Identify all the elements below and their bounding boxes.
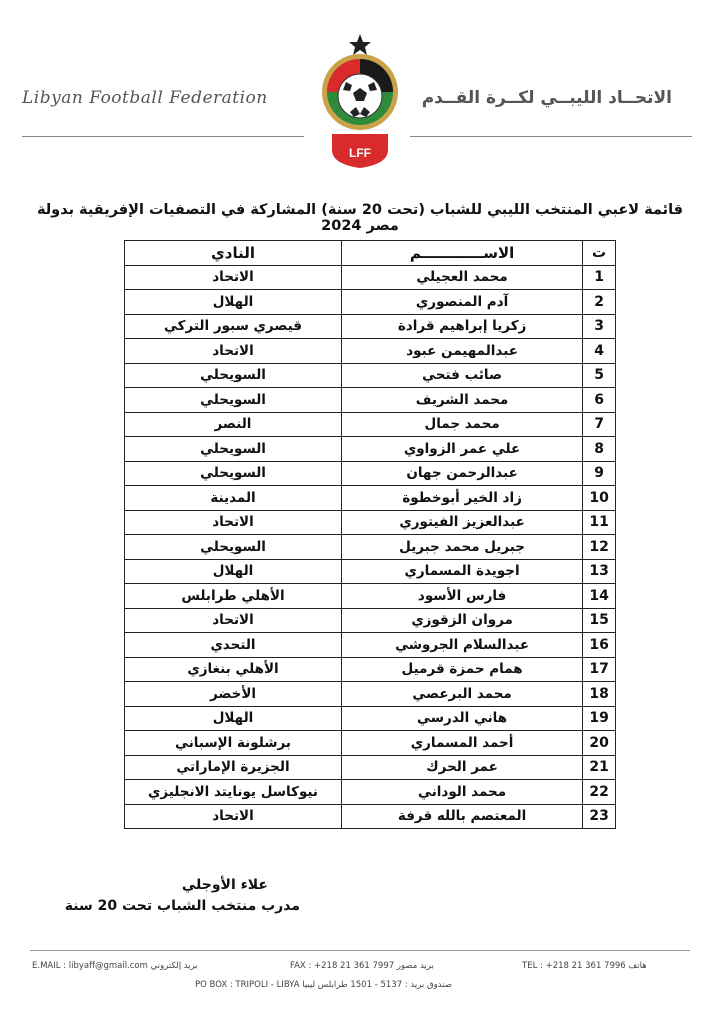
player-number: 20 bbox=[583, 731, 616, 756]
player-club: نيوكاسل يونايتد الانجليزي bbox=[125, 780, 342, 805]
player-number: 18 bbox=[583, 682, 616, 707]
player-number: 23 bbox=[583, 804, 616, 829]
footer-email: E.MAIL : libyaff@gmail.com بريد إلكتروني bbox=[32, 961, 198, 971]
player-club: الأخضر bbox=[125, 682, 342, 707]
table-row bbox=[125, 388, 616, 413]
header-rule-right bbox=[410, 136, 692, 137]
table-row bbox=[125, 608, 616, 633]
footer-rule bbox=[30, 950, 690, 951]
table-row bbox=[125, 657, 616, 682]
player-club: الجزيرة الإماراتي bbox=[125, 755, 342, 780]
player-club: المدينة bbox=[125, 486, 342, 511]
player-club: التحدي bbox=[125, 633, 342, 658]
player-number: 4 bbox=[583, 339, 616, 364]
table-row bbox=[125, 437, 616, 462]
table-row bbox=[125, 706, 616, 731]
player-name: محمد جمال bbox=[342, 412, 583, 437]
player-number: 3 bbox=[583, 314, 616, 339]
footer-fax: FAX : +218 21 361 7997 بريد مصور bbox=[290, 961, 434, 971]
player-name: همام حمزة قرميل bbox=[342, 657, 583, 682]
header-rule-left bbox=[22, 136, 304, 137]
player-number: 11 bbox=[583, 510, 616, 535]
player-name: عبدالسلام الجروشي bbox=[342, 633, 583, 658]
table-row bbox=[125, 780, 616, 805]
player-number: 5 bbox=[583, 363, 616, 388]
table-row bbox=[125, 510, 616, 535]
coach-name: علاء الأوجلي bbox=[181, 877, 268, 893]
player-name: محمد العجيلي bbox=[342, 265, 583, 290]
player-club: السويحلي bbox=[125, 461, 342, 486]
table-row bbox=[125, 559, 616, 584]
player-club: الهلال bbox=[125, 559, 342, 584]
player-number: 6 bbox=[583, 388, 616, 413]
federation-name-english: Libyan Football Federation bbox=[22, 88, 268, 108]
table-row bbox=[125, 804, 616, 829]
player-club: الأهلي بنغازي bbox=[125, 657, 342, 682]
table-row bbox=[125, 363, 616, 388]
player-club: الهلال bbox=[125, 290, 342, 315]
table-row bbox=[125, 633, 616, 658]
header-club: النادي bbox=[125, 241, 342, 266]
table-row bbox=[125, 339, 616, 364]
table-header-row bbox=[125, 241, 616, 266]
table-row bbox=[125, 535, 616, 560]
player-number: 22 bbox=[583, 780, 616, 805]
player-number: 14 bbox=[583, 584, 616, 609]
logo-text: LFF bbox=[349, 146, 371, 160]
player-club: الهلال bbox=[125, 706, 342, 731]
table-row bbox=[125, 412, 616, 437]
player-name: المعتصم بالله قرفة bbox=[342, 804, 583, 829]
table-row bbox=[125, 314, 616, 339]
player-club: الاتحاد bbox=[125, 608, 342, 633]
player-club: السويحلي bbox=[125, 437, 342, 462]
player-name: هاني الدرسي bbox=[342, 706, 583, 731]
player-club: الاتحاد bbox=[125, 804, 342, 829]
player-club: السويحلي bbox=[125, 388, 342, 413]
player-name: عبدالمهيمن عبود bbox=[342, 339, 583, 364]
player-club: السويحلي bbox=[125, 535, 342, 560]
player-number: 17 bbox=[583, 657, 616, 682]
document-title: قائمة لاعبي المنتخب الليبي للشباب (تحت 20 سنة) المشاركة في التصفيات الإفريقية بدولة مصر 2024 bbox=[36, 202, 684, 234]
table-row bbox=[125, 584, 616, 609]
player-name: اجويدة المسماري bbox=[342, 559, 583, 584]
player-number: 8 bbox=[583, 437, 616, 462]
table-row bbox=[125, 731, 616, 756]
player-club: السويحلي bbox=[125, 363, 342, 388]
player-name: أحمد المسماري bbox=[342, 731, 583, 756]
players-table bbox=[124, 240, 616, 829]
player-number: 19 bbox=[583, 706, 616, 731]
player-name: محمد الشريف bbox=[342, 388, 583, 413]
player-number: 12 bbox=[583, 535, 616, 560]
player-club: الأهلي طرابلس bbox=[125, 584, 342, 609]
footer-pobox: PO BOX : TRIPOLI - LIBYA صندوق بريد : 5137 - 1501 طرابلس ليبيا bbox=[195, 980, 452, 990]
player-club: قيصري سبور التركي bbox=[125, 314, 342, 339]
table-body bbox=[125, 265, 616, 829]
table-row bbox=[125, 682, 616, 707]
player-number: 16 bbox=[583, 633, 616, 658]
player-number: 7 bbox=[583, 412, 616, 437]
player-name: عبدالرحمن جهان bbox=[342, 461, 583, 486]
player-club: برشلونة الإسباني bbox=[125, 731, 342, 756]
player-number: 1 bbox=[583, 265, 616, 290]
player-name: صائب فتحي bbox=[342, 363, 583, 388]
player-number: 15 bbox=[583, 608, 616, 633]
player-number: 10 bbox=[583, 486, 616, 511]
player-club: النصر bbox=[125, 412, 342, 437]
player-name: عمر الحرك bbox=[342, 755, 583, 780]
header-name: الاســــــــــــم bbox=[342, 241, 583, 266]
player-name: زاد الخير أبوخطوة bbox=[342, 486, 583, 511]
player-name: مروان الزقوزي bbox=[342, 608, 583, 633]
logo-star-icon bbox=[349, 34, 371, 55]
player-club: الاتحاد bbox=[125, 510, 342, 535]
federation-name-arabic: الاتحــاد الليبــي لكــرة القــدم bbox=[421, 88, 672, 108]
federation-logo bbox=[310, 30, 410, 170]
player-club: الاتحاد bbox=[125, 339, 342, 364]
table-row bbox=[125, 755, 616, 780]
player-number: 9 bbox=[583, 461, 616, 486]
player-name: جبريل محمد جبريل bbox=[342, 535, 583, 560]
player-name: محمد البرعصي bbox=[342, 682, 583, 707]
player-name: زكريا إبراهيم قرادة bbox=[342, 314, 583, 339]
player-name: فارس الأسود bbox=[342, 584, 583, 609]
player-number: 13 bbox=[583, 559, 616, 584]
player-name: آدم المنصوري bbox=[342, 290, 583, 315]
player-name: محمد الوداني bbox=[342, 780, 583, 805]
player-number: 2 bbox=[583, 290, 616, 315]
header-num: ت bbox=[583, 241, 616, 266]
table-row bbox=[125, 265, 616, 290]
table-row bbox=[125, 486, 616, 511]
footer-tel: TEL : +218 21 361 7996 هاتف bbox=[522, 961, 647, 971]
table-row bbox=[125, 290, 616, 315]
player-number: 21 bbox=[583, 755, 616, 780]
coach-role: مدرب منتخب الشباب تحت 20 سنة bbox=[64, 898, 300, 914]
player-club: الاتحاد bbox=[125, 265, 342, 290]
player-name: علي عمر الزواوي bbox=[342, 437, 583, 462]
player-name: عبدالعزيز الفيتوري bbox=[342, 510, 583, 535]
table-row bbox=[125, 461, 616, 486]
